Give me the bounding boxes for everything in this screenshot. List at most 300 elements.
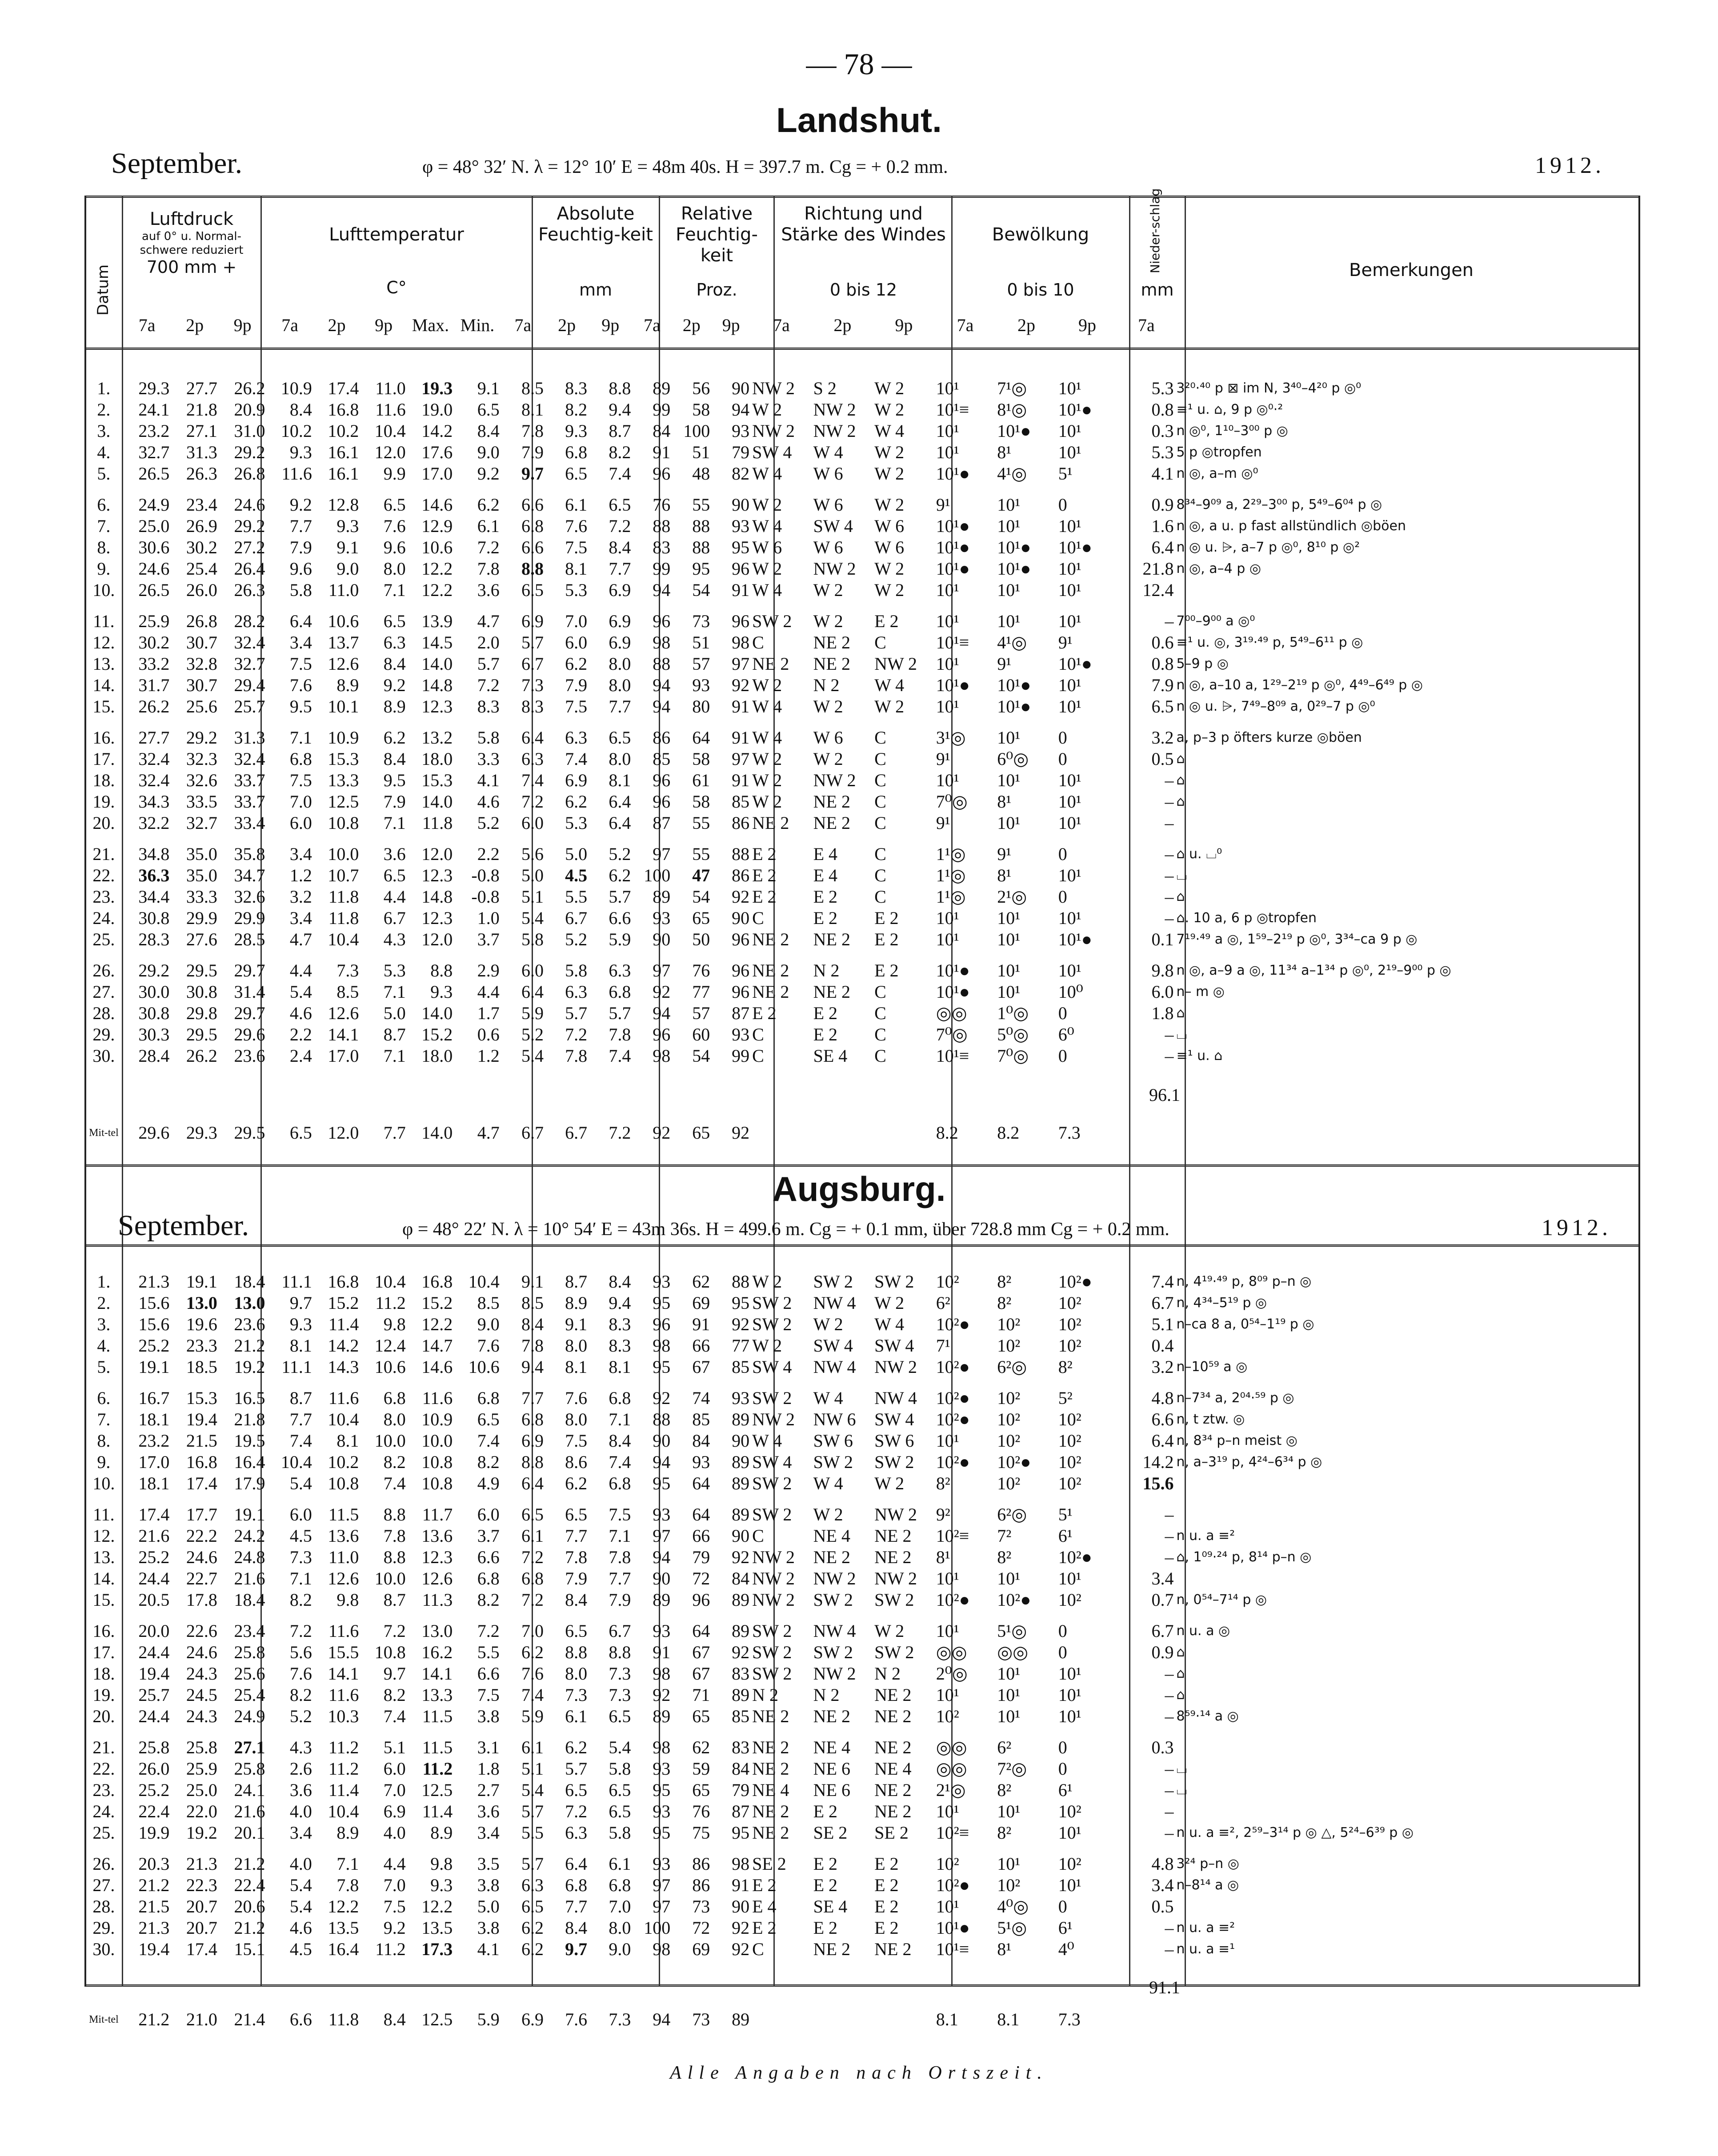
month-label: September. (118, 1209, 249, 1242)
cell: 4.5 (289, 1526, 312, 1546)
cell: 10¹● (1058, 929, 1092, 949)
cell: 5.7 (609, 1003, 631, 1023)
cell: n, t ztw. ◎ (1176, 1412, 1245, 1427)
cell: 9.8 (1151, 960, 1174, 980)
cell: 7.5 (383, 1896, 406, 1916)
cell: 94 (653, 580, 671, 600)
cell: 10¹ (936, 442, 959, 462)
cell: 16.8 (328, 1272, 359, 1292)
cell: 11.0 (375, 378, 406, 398)
cell: 3.2 (1151, 1357, 1174, 1377)
cell: 90 (653, 1568, 671, 1588)
cell: 7.9 (1151, 675, 1174, 695)
cell: 19.3 (421, 378, 453, 398)
cell: 8.4 (383, 2009, 406, 2029)
cell: 8.9 (383, 696, 406, 716)
time-label: 9p (895, 315, 913, 335)
cell: 1.2 (289, 865, 312, 885)
cell: 5.2 (477, 813, 500, 833)
cell: 75 (692, 1823, 710, 1843)
cell: 1. (97, 1272, 111, 1292)
cell: 17.9 (234, 1473, 265, 1493)
cell: 6.4 (289, 611, 312, 631)
cell: 10⁰ (1058, 982, 1083, 1002)
cell: 24.9 (138, 495, 170, 515)
cell: 25.0 (138, 516, 170, 536)
cell: 5.2 (565, 929, 588, 949)
cell: 29.2 (138, 960, 170, 980)
cell: 8.2 (565, 400, 588, 420)
cell: 4.0 (289, 1801, 312, 1821)
cell: 0 (1058, 495, 1067, 515)
cell: 89 (732, 2009, 750, 2029)
cell: 11.2 (328, 1737, 359, 1757)
cell: W 2 (874, 696, 905, 716)
cell: 76 (653, 495, 671, 515)
table-row (84, 1801, 1640, 1822)
cell: C (752, 1046, 764, 1066)
cell: 29. (92, 1024, 115, 1044)
cell: 21.3 (138, 1918, 170, 1938)
cell: NE 4 (813, 1737, 850, 1757)
cell: 93 (653, 908, 671, 928)
cell: 25. (92, 1823, 115, 1843)
cell: 4.3 (289, 1737, 312, 1757)
cell: 7.5 (289, 770, 312, 790)
cell: 87 (732, 1003, 750, 1023)
cell: 8.0 (565, 1664, 588, 1684)
cell: 9.3 (289, 1314, 312, 1334)
cell: 3.4 (289, 632, 312, 652)
cell: 27. (92, 982, 115, 1002)
cell: 0.8 (1151, 654, 1174, 674)
cell: 10.2 (280, 421, 312, 441)
cell: C (752, 632, 764, 652)
cell: E 2 (813, 1003, 838, 1023)
cell: 10² (936, 1272, 959, 1292)
cell: 12.6 (421, 1568, 453, 1588)
cell: 14.2 (328, 1336, 359, 1356)
cell: 91 (692, 1314, 710, 1334)
cell: NE 2 (752, 982, 789, 1002)
cell: 3.8 (477, 1918, 500, 1938)
cell: 7² (997, 1526, 1012, 1546)
cell: 12.0 (421, 844, 453, 864)
cell: W 2 (874, 1293, 905, 1313)
station-divider-rule (84, 1164, 1640, 1167)
cell: 5¹◎ (997, 1621, 1027, 1641)
cell: S 2 (813, 378, 837, 398)
cell: 5.1 (383, 1737, 406, 1757)
cell: 14.8 (421, 675, 453, 695)
cell: 8.2 (289, 1685, 312, 1705)
cell: 9.1 (521, 1272, 544, 1292)
cell: 19.4 (138, 1939, 170, 1959)
cell: 6.7 (521, 654, 544, 674)
cell: – (1165, 1504, 1174, 1524)
cell: 19. (92, 1685, 115, 1705)
cell (1175, 1335, 1640, 1356)
cell: 17.6 (421, 442, 453, 462)
cell: SW 2 (874, 1590, 914, 1610)
cell: 13.9 (421, 611, 453, 631)
cell: Mit-tel (89, 2014, 119, 2025)
cell: 8.0 (609, 675, 631, 695)
cell: 0.6 (477, 1024, 500, 1044)
cell: 7.0 (383, 1780, 406, 1800)
cell: 8.0 (609, 749, 631, 769)
cell: 5.1 (1151, 1314, 1174, 1334)
cell: C (752, 1526, 764, 1546)
cell: 14. (92, 675, 115, 695)
cell: 5.8 (477, 728, 500, 748)
cell: 7.4 (289, 1431, 312, 1451)
cell: 7.9 (383, 792, 406, 812)
cell: 25.8 (234, 1642, 265, 1662)
cell: 30.8 (138, 908, 170, 928)
cell: 0.7 (1151, 1590, 1174, 1610)
cell: 7.3 (289, 1547, 312, 1567)
cell: 98 (732, 1854, 750, 1874)
cell: 12.3 (421, 908, 453, 928)
header-cloud-unit: 0 bis 10 (1007, 280, 1074, 300)
cell: 31.4 (234, 982, 265, 1002)
cell: W 2 (752, 559, 782, 579)
cell: 2.9 (477, 960, 500, 980)
cell: NW 4 (874, 1388, 917, 1408)
cell: W 2 (813, 580, 843, 600)
cell: 12.6 (328, 654, 359, 674)
cell: Mit-tel (89, 1127, 119, 1139)
cell: 7.8 (521, 421, 544, 441)
cell: 9.8 (383, 1314, 406, 1334)
cell: 26.4 (234, 559, 265, 579)
cell: 30.0 (138, 982, 170, 1002)
cell: 10¹ (936, 421, 959, 441)
cell: 10.8 (374, 1642, 406, 1662)
station-info-augsburg (118, 1209, 1611, 1243)
cell: NE 2 (752, 960, 789, 980)
cell: 7.5 (477, 1685, 500, 1705)
cell: 21. (92, 844, 115, 864)
cell: – (1165, 1664, 1174, 1684)
cell: 4.8 (1151, 1854, 1174, 1874)
cell: 3. (97, 421, 111, 441)
cell: C (874, 887, 886, 907)
footnote: Alle Angaben nach Ortszeit. (670, 2063, 1048, 2083)
cell: 6.8 (521, 516, 544, 536)
cell: 3.8 (477, 1706, 500, 1726)
cell: 6.7 (521, 1123, 544, 1143)
cell: 9.0 (336, 559, 359, 579)
cell: 0.8 (1151, 400, 1174, 420)
cell: 11.8 (422, 813, 453, 833)
cell: 92 (732, 1642, 750, 1662)
cell: 10² (1058, 1452, 1081, 1472)
cell: 10¹ (1058, 1685, 1081, 1705)
cell: 9.0 (477, 442, 500, 462)
cell: ◎◎ (936, 1759, 967, 1779)
cell: 11.8 (328, 2009, 359, 2029)
cell: 85 (692, 1409, 710, 1429)
cell: 8.4 (521, 1314, 544, 1334)
cell: 93 (692, 1452, 710, 1472)
cell: 7.9 (609, 1590, 631, 1610)
cell: 8¹ (997, 865, 1012, 885)
cell: NE 2 (874, 1547, 912, 1567)
cell: 10²≡ (936, 1526, 969, 1546)
cell: 7.8 (565, 1547, 588, 1567)
cell: 2.2 (477, 844, 500, 864)
cell: 10² (936, 1854, 959, 1874)
cell: NE 2 (874, 1801, 912, 1821)
cell: 7.4 (609, 1452, 631, 1472)
cell: 9.6 (383, 537, 406, 557)
cell: – (1165, 908, 1174, 928)
cell: 5.3 (565, 580, 588, 600)
table-row (84, 1271, 1640, 1292)
data-table-augsburg (84, 1271, 1640, 1960)
cell: 10²● (936, 1409, 970, 1429)
cell: n ◎, a–9 a ◎, 11³⁴ a–1³⁴ p ◎⁰, 2¹⁹–9⁰⁰ p ◎ (1176, 963, 1451, 978)
cell: SW 2 (752, 1314, 792, 1334)
cell: 97 (732, 654, 750, 674)
cell: 10¹ (1058, 1568, 1081, 1588)
cell: 6.1 (565, 1706, 588, 1726)
cell: 2. (97, 400, 111, 420)
cell: 10.1 (328, 696, 359, 716)
cell: 6.0 (289, 1504, 312, 1524)
cell: 21.2 (234, 1918, 265, 1938)
cell: 95 (653, 1823, 671, 1843)
cell: 21.6 (234, 1801, 265, 1821)
cell: 4.6 (289, 1918, 312, 1938)
cell: 7⁰◎ (936, 792, 968, 812)
cell: n ◎⁰, 1¹⁰–3⁰⁰ p ◎ (1176, 423, 1288, 439)
cell: 24.5 (186, 1685, 217, 1705)
header-bottom-rule (84, 348, 1640, 350)
cell: 5.0 (383, 1003, 406, 1023)
cell: 85 (732, 792, 750, 812)
cell: 72 (692, 1918, 710, 1938)
cell: n u. a ≡², 2⁵⁹–3¹⁴ p ◎ △, 5²⁴–6³⁹ p ◎ (1176, 1825, 1414, 1840)
cell: 22.6 (186, 1621, 217, 1641)
cell: 5¹ (1058, 1504, 1073, 1524)
cell: 25.8 (234, 1759, 265, 1779)
cell: 6.1 (565, 495, 588, 515)
cell: 21.2 (234, 1854, 265, 1874)
cell: 26.2 (234, 378, 265, 398)
cell: 8.7 (609, 421, 631, 441)
cell: 10²● (936, 1314, 970, 1334)
table-row (84, 960, 1640, 981)
cell: 92 (732, 1547, 750, 1567)
cell: 9¹ (936, 813, 950, 833)
cell: 7.5 (565, 537, 588, 557)
cell: 15. (92, 696, 115, 716)
cell: 9.1 (336, 537, 359, 557)
cell: 7.1 (609, 1526, 631, 1546)
cell: 5¹◎ (997, 1918, 1027, 1938)
cell: 3.6 (477, 1801, 500, 1821)
cell: 2¹◎ (936, 1780, 966, 1800)
cell: 3.3 (477, 749, 500, 769)
cell: 10²● (997, 1590, 1031, 1610)
cell: 6.6 (289, 2009, 312, 2029)
cell: 30.2 (138, 632, 170, 652)
cell: 29.9 (186, 908, 217, 928)
cell: 25.2 (138, 1780, 170, 1800)
cell (1175, 1801, 1640, 1822)
cell: 7.2 (477, 675, 500, 695)
cell: 6.9 (609, 632, 631, 652)
cell: 16.8 (328, 400, 359, 420)
cell: 22. (92, 865, 115, 885)
cell: 10²● (936, 1357, 970, 1377)
cell: NW 4 (813, 1621, 856, 1641)
cell: 29.5 (186, 1024, 217, 1044)
cell: 8.5 (521, 1293, 544, 1313)
cell: NE 2 (813, 1706, 850, 1726)
cell: W 2 (813, 611, 843, 631)
cell: 7.3 (609, 2009, 631, 2029)
cell: 90 (732, 1896, 750, 1916)
cell: 9.4 (609, 1293, 631, 1313)
table-row (84, 1896, 1640, 1917)
cell: 90 (732, 495, 750, 515)
cell: 8.0 (565, 1409, 588, 1429)
cell: 22.7 (186, 1568, 217, 1588)
cell: 13.5 (328, 1918, 359, 1938)
cell: 1.2 (477, 1046, 500, 1066)
cell: 5.6 (521, 844, 544, 864)
table-row (84, 1589, 1640, 1611)
cell: 14.2 (421, 421, 453, 441)
cell: 95 (653, 1293, 671, 1313)
cell: 10.4 (374, 1272, 406, 1292)
cell: W 2 (874, 1473, 905, 1493)
cell: 6.5 (383, 495, 406, 515)
header-luftdruck-sub: auf 0° u. Normal-schwere reduziert (140, 230, 244, 257)
cell: 13.7 (328, 632, 359, 652)
cell: 10.2 (328, 1452, 359, 1472)
cell: E 2 (813, 1024, 838, 1044)
cell: 10² (997, 1314, 1021, 1334)
cell: SE 2 (874, 1823, 909, 1843)
cell: 15.6 (138, 1314, 170, 1334)
cell: SW 4 (874, 1336, 914, 1356)
cell: 13.2 (421, 728, 453, 748)
cell: 8.9 (336, 1823, 359, 1843)
cell: 94 (653, 1003, 671, 1023)
cell: E 4 (813, 865, 838, 885)
cell: ◎◎ (936, 1642, 967, 1662)
cell: 7.7 (289, 516, 312, 536)
cell: 10¹ (1058, 516, 1081, 536)
cell (1175, 1473, 1640, 1494)
cell: 7.3 (609, 1685, 631, 1705)
cell: 6.4 (565, 1854, 588, 1874)
cell: SE 4 (813, 1896, 848, 1916)
cell: 18. (92, 770, 115, 790)
table-row (84, 1430, 1640, 1452)
cell: 94 (653, 1547, 671, 1567)
cell: ⌴ (1176, 1027, 1187, 1042)
cell: 8.1 (565, 1357, 588, 1377)
cell: 88 (732, 1272, 750, 1292)
cell: 15.6 (138, 1293, 170, 1313)
cell: 10² (1058, 1314, 1081, 1334)
cell: 92 (732, 1939, 750, 1959)
cell: 5.5 (477, 1642, 500, 1662)
cell: 26.5 (138, 464, 170, 484)
cell: 10² (997, 1336, 1021, 1356)
cell: 10.8 (328, 1473, 359, 1493)
cell: 9¹ (1058, 632, 1073, 652)
cell: 9.9 (383, 464, 406, 484)
cell: 94 (653, 1452, 671, 1472)
cell: 4.8 (1151, 1388, 1174, 1408)
table-row (84, 1504, 1640, 1525)
cell: 84 (692, 1431, 710, 1451)
cell: 64 (692, 1473, 710, 1493)
cell: 7.7 (521, 1388, 544, 1408)
cell: 11.0 (328, 1547, 359, 1567)
cell: 3.6 (477, 580, 500, 600)
cell: 5² (1058, 1388, 1073, 1408)
cell: 20.3 (138, 1854, 170, 1874)
cell: 2.2 (289, 1024, 312, 1044)
cell: 26.5 (138, 580, 170, 600)
cell: 7.2 (521, 1590, 544, 1610)
cell: 6.8 (383, 1388, 406, 1408)
cell: 5.0 (477, 1896, 500, 1916)
cell: 7.7 (609, 696, 631, 716)
cell: 10¹ (997, 813, 1021, 833)
station-title-augsburg: Augsburg. (772, 1169, 946, 1208)
cell: 7.9 (565, 675, 588, 695)
table-row (84, 1003, 1640, 1024)
cell: 8.4 (565, 1918, 588, 1938)
cell: 6.9 (521, 2009, 544, 2029)
cell: W 4 (813, 1388, 843, 1408)
cell: 10¹ (1058, 1875, 1081, 1895)
cell: 6.9 (521, 611, 544, 631)
cell: 10¹ (997, 1801, 1021, 1821)
cell: 9.0 (477, 1314, 500, 1334)
cell: 8.1 (609, 770, 631, 790)
cell: 7.0 (521, 1621, 544, 1641)
mittel-row-landshut (84, 1122, 1640, 1144)
cell (1117, 1122, 1175, 1144)
time-label: 9p (233, 315, 252, 335)
cell: 6.8 (521, 1409, 544, 1429)
cell: 19.1 (186, 1272, 217, 1292)
cell: 5.0 (565, 844, 588, 864)
cell: 88 (653, 516, 671, 536)
niederschlag-total: 96.1 (1149, 1085, 1180, 1105)
cell: 21.2 (138, 2009, 170, 2029)
cell: 11.6 (328, 1685, 359, 1705)
cell: 10.4 (328, 1801, 359, 1821)
cell: SW 6 (874, 1431, 914, 1451)
cell: 86 (692, 1875, 710, 1895)
cell: 4.9 (477, 1473, 500, 1493)
cell: SW 4 (813, 1336, 853, 1356)
cell: 8² (936, 1473, 950, 1493)
cell: 10¹ (1058, 675, 1081, 695)
time-label: 2p (186, 315, 204, 335)
